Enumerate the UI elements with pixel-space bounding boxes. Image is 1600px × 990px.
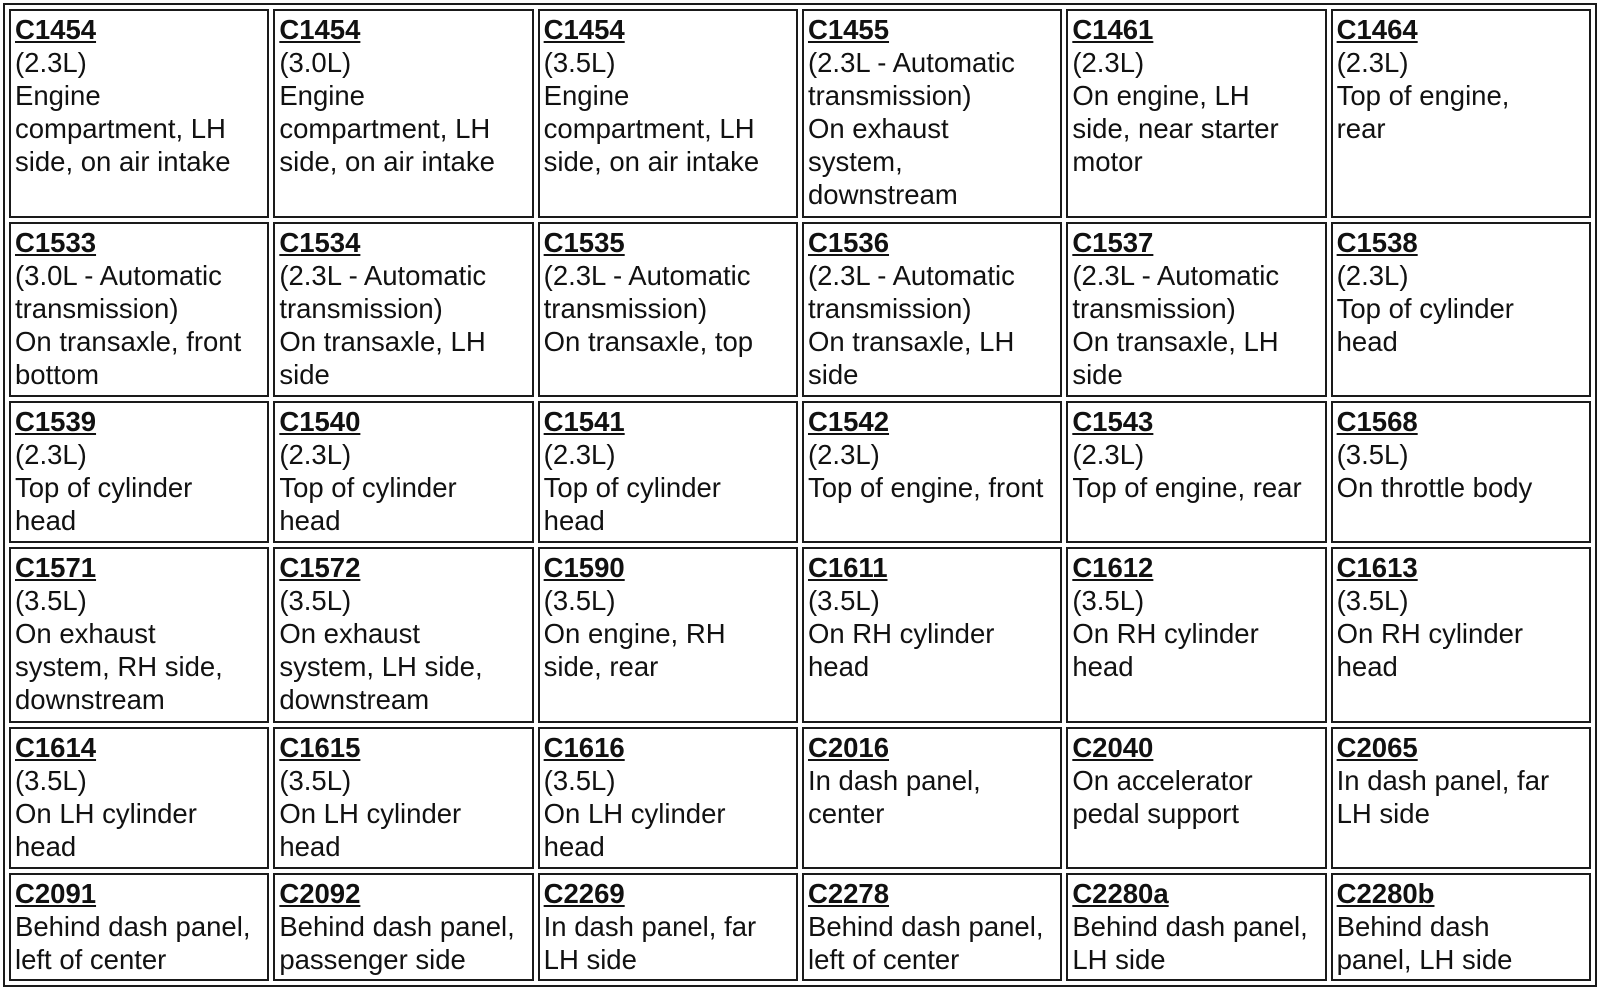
connector-code-link[interactable]: C2065 xyxy=(1336,731,1418,763)
connector-location-text: transmission) xyxy=(543,292,708,324)
connector-variant-text: (3.5L) xyxy=(1336,439,1409,471)
connector-variant-text: (3.5L) xyxy=(15,764,87,796)
connector-cell xyxy=(802,547,1062,722)
connector-variant-text: (2.3L) xyxy=(1336,47,1409,78)
connector-location-text: Top of cylinder xyxy=(1336,292,1514,324)
connector-location-text: On exhaust xyxy=(279,618,420,650)
connector-location-text: transmission) xyxy=(1072,292,1236,324)
connector-code-link[interactable]: C1612 xyxy=(1072,552,1154,584)
connector-code-link[interactable]: C1568 xyxy=(1336,406,1418,438)
table-body xyxy=(9,9,1591,981)
connector-location-text: Engine xyxy=(15,80,101,111)
connector-cell xyxy=(538,727,798,869)
connector-location-text: On LH cylinder xyxy=(543,797,726,829)
connector-location-text: head xyxy=(15,830,77,862)
connector-variant-text: (2.3L) xyxy=(807,439,880,471)
connector-cell xyxy=(538,547,798,722)
table-row xyxy=(9,222,1591,397)
connector-cell xyxy=(9,9,269,218)
connector-location-text: On RH cylinder xyxy=(807,618,995,650)
connector-location-text: transmission) xyxy=(15,292,179,324)
connector-location-text: side, on air intake xyxy=(279,146,495,177)
connector-location-text: side, near starter xyxy=(1072,113,1279,144)
connector-code-link[interactable]: C2091 xyxy=(15,877,97,909)
connector-code-link[interactable]: C1543 xyxy=(1072,406,1154,438)
connector-code-link[interactable]: C1613 xyxy=(1336,552,1418,584)
connector-location-text: head xyxy=(1336,325,1398,357)
connector-location-text: Top of engine, xyxy=(1336,80,1510,111)
connector-variant-text: (2.3L - Automatic xyxy=(543,259,751,291)
connector-location-text: head xyxy=(543,830,605,862)
table-row xyxy=(9,547,1591,722)
connector-cell xyxy=(1331,873,1591,982)
connector-code-link[interactable]: C1541 xyxy=(543,406,625,438)
connector-code-link[interactable]: C1615 xyxy=(279,731,361,763)
connector-cell xyxy=(538,873,798,982)
connector-code-link[interactable]: C2280b xyxy=(1336,877,1435,909)
connector-code-link[interactable]: C1455 xyxy=(807,14,890,45)
connector-location-text: downstream xyxy=(15,684,165,716)
connector-locator-page xyxy=(3,3,1597,987)
connector-location-text: side xyxy=(1072,358,1123,390)
connector-location-text: LH side xyxy=(543,943,637,975)
connector-location-text: Top of engine, rear xyxy=(1072,472,1302,504)
connector-location-text: head xyxy=(1072,651,1134,683)
connector-location-text: LH side xyxy=(1336,797,1430,829)
connector-location-text: On LH cylinder xyxy=(279,797,462,829)
connector-variant-text: (2.3L - Automatic xyxy=(807,47,1015,78)
connector-locator-table xyxy=(3,3,1597,987)
connector-code-link[interactable]: C1454 xyxy=(543,14,625,45)
connector-location-text: Top of cylinder xyxy=(15,472,193,504)
connector-variant-text: (3.5L) xyxy=(543,47,616,78)
connector-code-link[interactable]: C1572 xyxy=(279,552,361,584)
connector-location-text: transmission) xyxy=(807,80,972,111)
connector-location-text: pedal support xyxy=(1072,797,1239,829)
connector-location-text: side, on air intake xyxy=(15,146,231,177)
connector-code-link[interactable]: C2280a xyxy=(1072,877,1169,909)
connector-location-text: transmission) xyxy=(807,292,972,324)
connector-cell xyxy=(802,727,1062,869)
connector-code-link[interactable]: C1611 xyxy=(807,552,888,584)
connector-variant-text: (2.3L) xyxy=(279,439,352,471)
connector-location-text: system, xyxy=(807,146,903,177)
connector-cell xyxy=(273,222,533,397)
connector-cell xyxy=(802,401,1062,543)
connector-location-text: On exhaust xyxy=(15,618,156,650)
connector-code-link[interactable]: C2278 xyxy=(807,877,890,909)
connector-variant-text: (3.5L) xyxy=(543,585,616,617)
connector-location-text: In dash panel, far xyxy=(543,910,757,942)
connector-variant-text: (2.3L) xyxy=(1072,47,1145,78)
connector-location-text: compartment, LH xyxy=(15,113,226,144)
connector-cell xyxy=(273,727,533,869)
connector-location-text: downstream xyxy=(279,684,430,716)
connector-variant-text: (2.3L) xyxy=(1336,259,1409,291)
connector-cell xyxy=(1066,401,1326,543)
connector-variant-text: (3.5L) xyxy=(279,585,352,617)
connector-location-text: Top of engine, front xyxy=(807,472,1044,504)
connector-cell xyxy=(1066,873,1326,982)
connector-cell xyxy=(538,9,798,218)
connector-cell xyxy=(1331,9,1591,218)
connector-cell xyxy=(538,222,798,397)
connector-code-link[interactable]: C1540 xyxy=(279,406,361,438)
connector-location-text: center xyxy=(807,797,885,829)
connector-location-text: LH side xyxy=(1072,943,1166,975)
connector-cell xyxy=(9,873,269,982)
connector-code-link[interactable]: C1539 xyxy=(15,406,97,438)
connector-code-link[interactable]: C1571 xyxy=(15,552,97,584)
connector-code-link[interactable]: C2016 xyxy=(807,731,890,763)
connector-cell xyxy=(1331,727,1591,869)
connector-variant-text: (3.5L) xyxy=(1336,585,1409,617)
connector-cell xyxy=(273,401,533,543)
connector-location-text: head xyxy=(279,830,341,862)
connector-location-text: rear xyxy=(1336,113,1386,144)
connector-location-text: compartment, LH xyxy=(279,113,491,144)
connector-code-link[interactable]: C1533 xyxy=(15,226,97,258)
connector-variant-text: (2.3L) xyxy=(543,439,616,471)
connector-location-text: side xyxy=(807,358,859,390)
connector-variant-text: (3.0L) xyxy=(279,47,352,78)
connector-code-link[interactable]: C1538 xyxy=(1336,226,1418,258)
connector-variant-text: (3.5L) xyxy=(543,764,616,796)
connector-location-text: On accelerator xyxy=(1072,764,1253,796)
connector-location-text: On exhaust xyxy=(807,113,949,144)
connector-location-text: On RH cylinder xyxy=(1072,618,1259,650)
connector-location-text: left of center xyxy=(15,943,167,975)
connector-code-link[interactable]: C1454 xyxy=(15,14,97,45)
connector-code-link[interactable]: C1464 xyxy=(1336,14,1418,45)
connector-code-link[interactable]: C1536 xyxy=(807,226,890,258)
connector-location-text: Behind dash xyxy=(1336,910,1490,942)
connector-code-link[interactable]: C1535 xyxy=(543,226,625,258)
connector-location-text: panel, LH side xyxy=(1336,943,1513,975)
connector-location-text: On throttle body xyxy=(1336,472,1533,504)
connector-location-text: transmission) xyxy=(279,292,443,324)
connector-location-text: head xyxy=(1336,651,1398,683)
connector-cell xyxy=(273,873,533,982)
connector-location-text: head xyxy=(15,505,77,537)
connector-location-text: On engine, RH xyxy=(543,618,726,650)
connector-location-text: head xyxy=(279,505,341,537)
connector-location-text: head xyxy=(807,651,870,683)
connector-cell xyxy=(9,727,269,869)
connector-cell xyxy=(1066,547,1326,722)
connector-location-text: Top of cylinder xyxy=(543,472,721,504)
connector-variant-text: (2.3L - Automatic xyxy=(807,259,1015,291)
connector-location-text: passenger side xyxy=(279,943,466,975)
connector-location-text: On RH cylinder xyxy=(1336,618,1524,650)
connector-location-text: compartment, LH xyxy=(543,113,755,144)
connector-variant-text: (2.3L) xyxy=(15,439,87,471)
table-row xyxy=(9,727,1591,869)
connector-location-text: side, rear xyxy=(543,651,659,683)
connector-code-link[interactable]: C1614 xyxy=(15,731,97,763)
connector-location-text: In dash panel, far xyxy=(1336,764,1550,796)
connector-location-text: Behind dash panel, xyxy=(1072,910,1308,942)
connector-location-text: On LH cylinder xyxy=(15,797,197,829)
connector-variant-text: (3.0L - Automatic xyxy=(15,259,222,291)
connector-location-text: downstream xyxy=(807,179,958,210)
connector-cell xyxy=(1331,401,1591,543)
connector-location-text: system, LH side, xyxy=(279,651,483,683)
connector-location-text: On engine, LH xyxy=(1072,80,1250,111)
connector-cell xyxy=(802,9,1062,218)
connector-location-text: side, on air intake xyxy=(543,146,760,177)
connector-variant-text: (2.3L - Automatic xyxy=(1072,259,1280,291)
table-row xyxy=(9,401,1591,543)
connector-cell xyxy=(802,222,1062,397)
connector-cell xyxy=(9,401,269,543)
connector-code-link[interactable]: C1454 xyxy=(279,14,361,45)
connector-location-text: Top of cylinder xyxy=(279,472,457,504)
connector-location-text: side xyxy=(279,358,330,390)
connector-cell xyxy=(1066,9,1326,218)
connector-location-text: On transaxle, LH xyxy=(1072,325,1279,357)
connector-variant-text: (3.5L) xyxy=(807,585,880,617)
connector-variant-text: (2.3L) xyxy=(1072,439,1145,471)
connector-variant-text: (3.5L) xyxy=(15,585,87,617)
connector-code-link[interactable]: C1542 xyxy=(807,406,890,438)
connector-location-text: In dash panel, xyxy=(807,764,981,796)
table-row xyxy=(9,873,1591,982)
connector-location-text: Engine xyxy=(279,80,365,111)
connector-location-text: head xyxy=(543,505,605,537)
connector-code-link[interactable]: C1590 xyxy=(543,552,625,584)
connector-location-text: motor xyxy=(1072,146,1143,177)
connector-code-link[interactable]: C1461 xyxy=(1072,14,1154,45)
connector-location-text: On transaxle, LH xyxy=(807,325,1015,357)
connector-location-text: left of center xyxy=(807,943,960,975)
connector-code-link[interactable]: C2040 xyxy=(1072,731,1154,763)
connector-location-text: On transaxle, front xyxy=(15,325,242,357)
connector-variant-text: (3.5L) xyxy=(1072,585,1145,617)
connector-location-text: Behind dash panel, xyxy=(807,910,1044,942)
connector-cell xyxy=(1066,222,1326,397)
connector-location-text: Behind dash panel, xyxy=(15,910,251,942)
connector-location-text: bottom xyxy=(15,358,100,390)
connector-code-link[interactable]: C1537 xyxy=(1072,226,1154,258)
connector-variant-text: (2.3L) xyxy=(15,47,87,78)
connector-location-text: system, RH side, xyxy=(15,651,223,683)
connector-cell xyxy=(1066,727,1326,869)
connector-location-text: Behind dash panel, xyxy=(279,910,515,942)
connector-location-text: Engine xyxy=(543,80,630,111)
connector-code-link[interactable]: C2092 xyxy=(279,877,361,909)
connector-cell xyxy=(1331,222,1591,397)
connector-cell xyxy=(1331,547,1591,722)
connector-location-text: On transaxle, LH xyxy=(279,325,486,357)
connector-cell xyxy=(538,401,798,543)
connector-variant-text: (2.3L - Automatic xyxy=(279,259,487,291)
connector-cell xyxy=(273,547,533,722)
connector-location-text: On transaxle, top xyxy=(543,325,754,357)
connector-cell xyxy=(9,222,269,397)
connector-cell xyxy=(273,9,533,218)
connector-code-link[interactable]: C1534 xyxy=(279,226,361,258)
table-row xyxy=(9,9,1591,218)
connector-variant-text: (3.5L) xyxy=(279,764,352,796)
connector-code-link[interactable]: C1616 xyxy=(543,731,625,763)
connector-code-link[interactable]: C2269 xyxy=(543,877,625,909)
connector-cell xyxy=(802,873,1062,982)
connector-cell xyxy=(9,547,269,722)
